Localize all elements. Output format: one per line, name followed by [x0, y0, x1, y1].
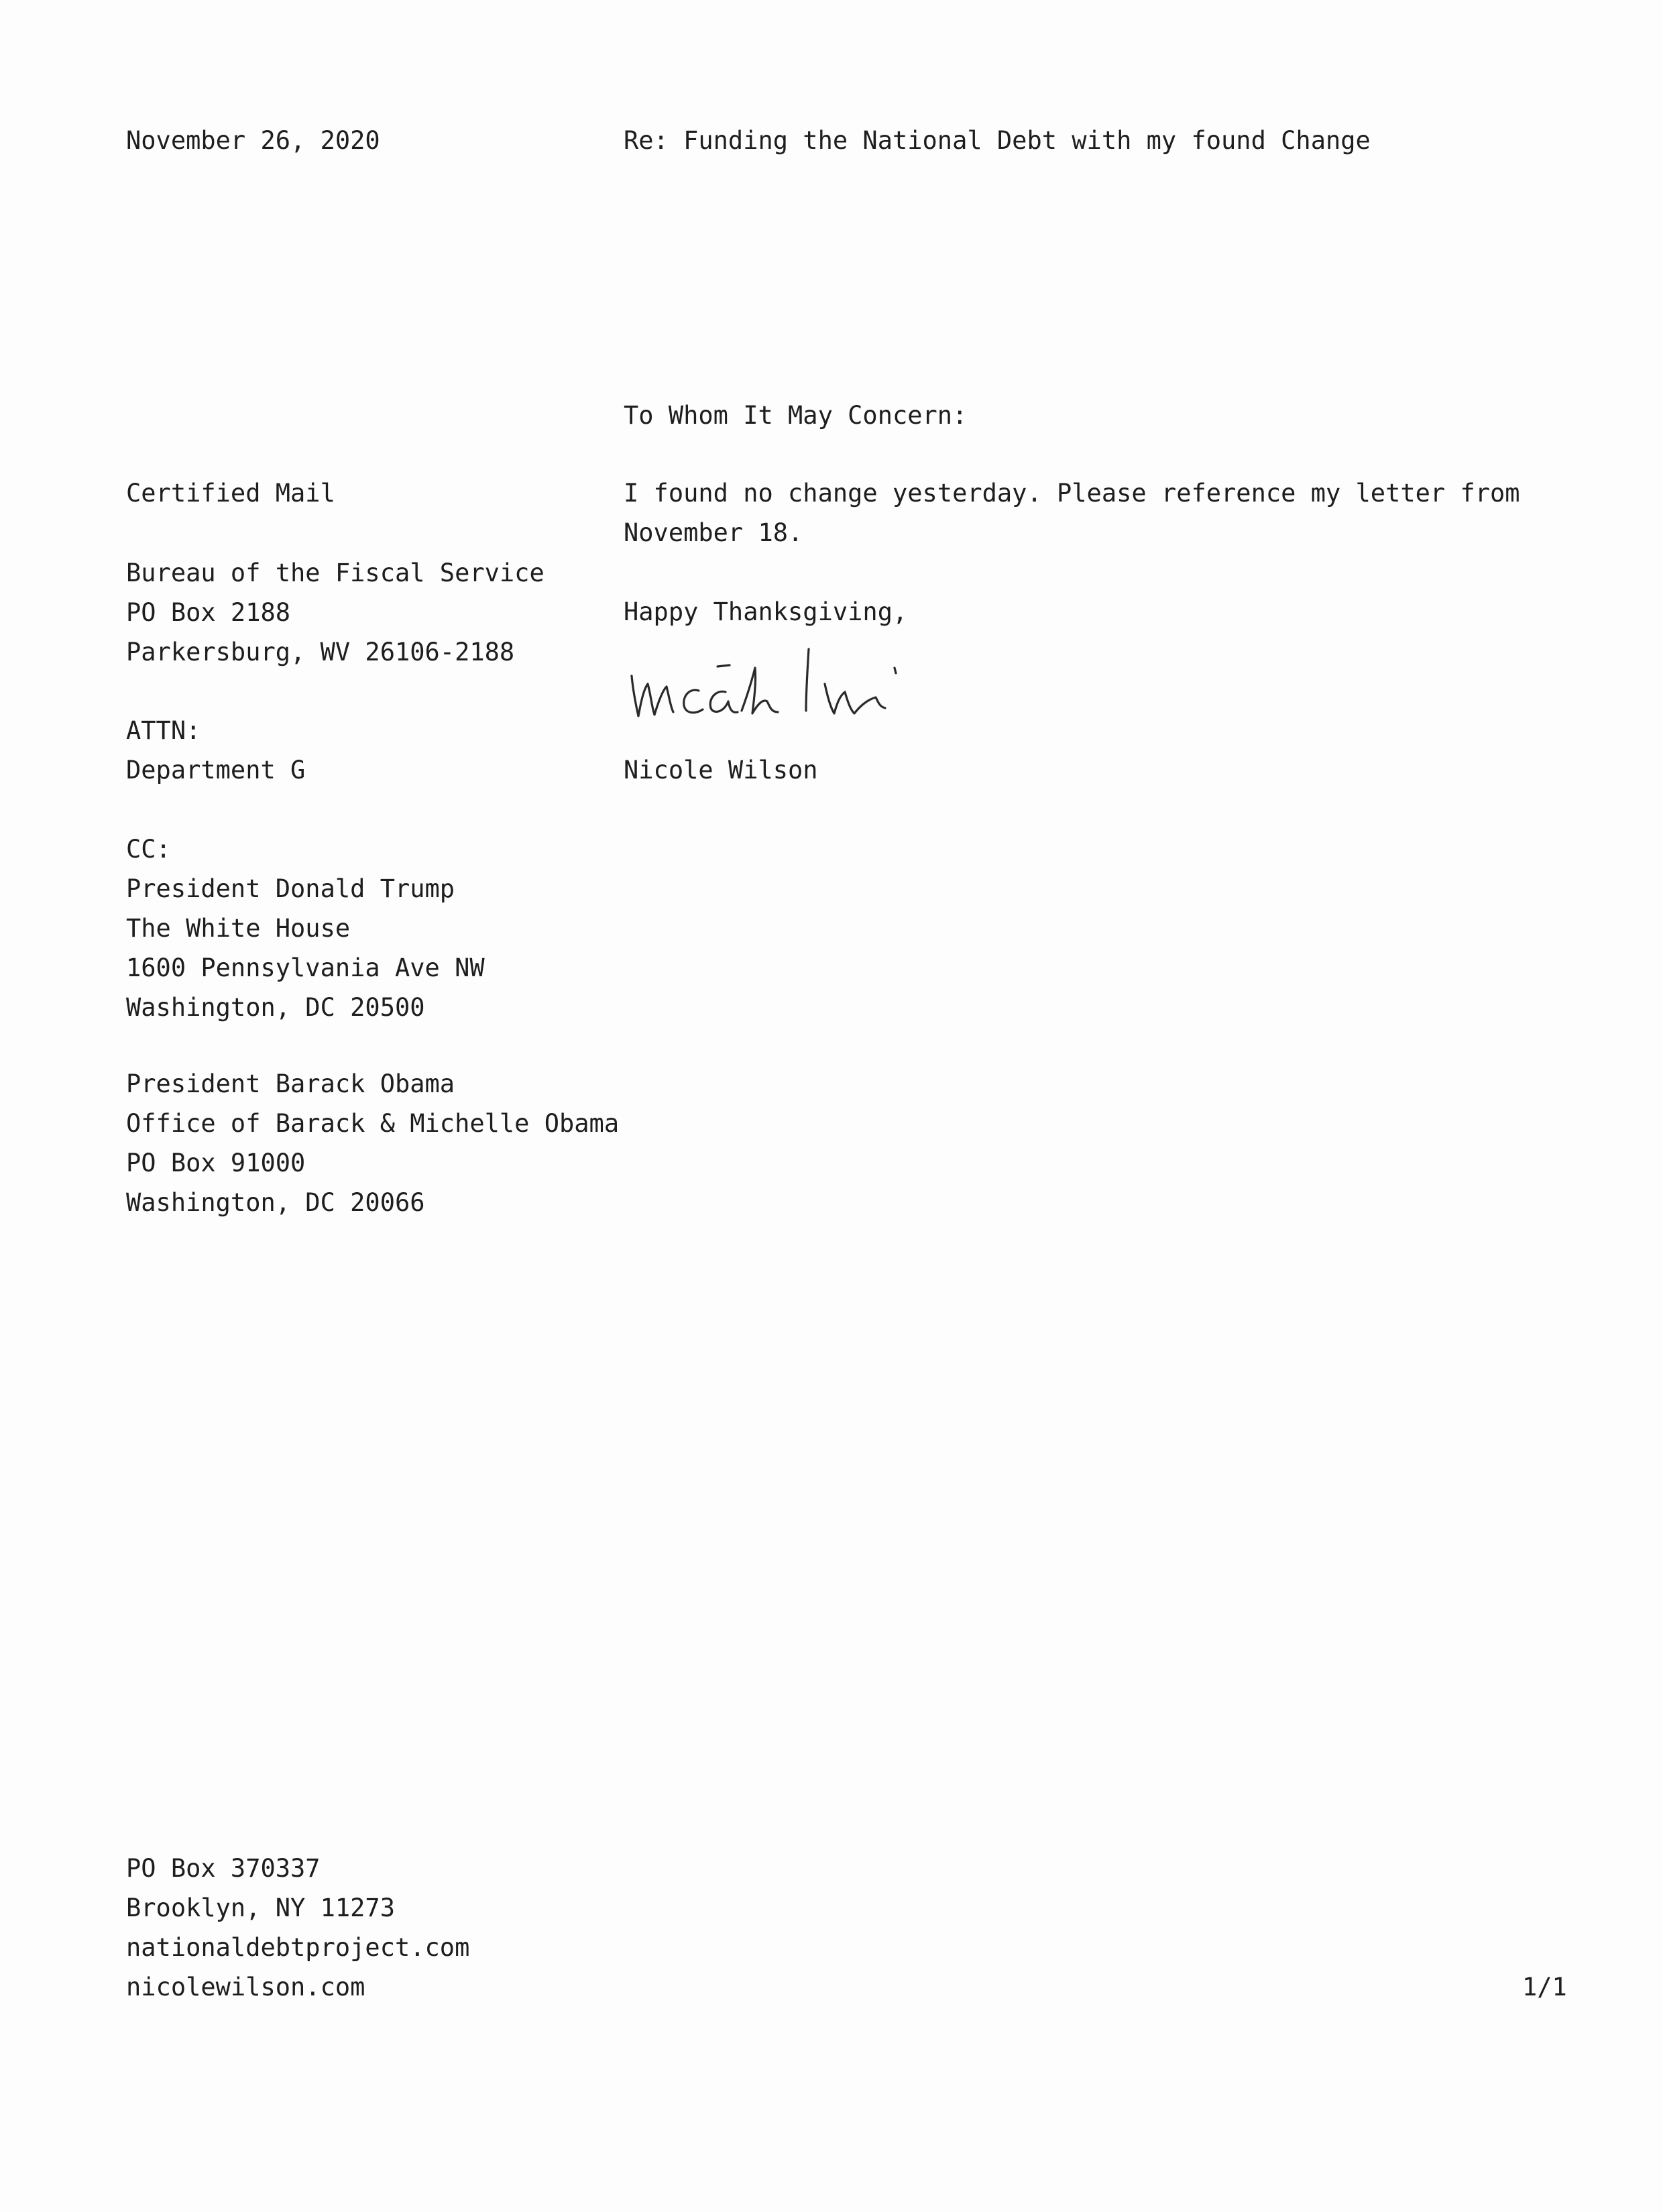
page-number: 1/1 [1522, 1973, 1567, 2001]
cc-recipient-line: Washington, DC 20500 [126, 993, 425, 1022]
mailing-method: Certified Mail [126, 479, 335, 508]
cc-recipient-line: Washington, DC 20066 [126, 1188, 425, 1217]
cc-recipient-line: PO Box 91000 [126, 1149, 306, 1177]
recipient-line: Parkersburg, WV 26106-2188 [126, 638, 515, 666]
cc-recipient-line: Office of Barack & Michelle Obama [126, 1109, 620, 1138]
body-line: I found no change yesterday. Please reference my letter from [624, 479, 1520, 508]
subject-line: Re: Funding the National Debt with my found Change [624, 126, 1371, 155]
letter-date: November 26, 2020 [126, 126, 380, 155]
cc-block [126, 829, 485, 1027]
body-line: November 18. [624, 518, 803, 547]
attn-department: Department G [126, 756, 306, 784]
letter-body [624, 473, 1520, 552]
cc-recipient-line: President Donald Trump [126, 874, 455, 903]
sender-line: PO Box 370337 [126, 1854, 321, 1883]
attention-block [126, 711, 305, 790]
cc-recipient-line: 1600 Pennsylvania Ave NW [126, 953, 485, 982]
cc-recipient-line: President Barack Obama [126, 1069, 455, 1098]
handwritten-signature [624, 637, 972, 738]
signature-name: Nicole Wilson [624, 756, 818, 784]
cc-label: CC: [126, 835, 171, 864]
closing: Happy Thanksgiving, [624, 597, 908, 626]
cc-recipient-line: The White House [126, 914, 351, 943]
recipient-line: Bureau of the Fiscal Service [126, 559, 544, 587]
sender-website-link[interactable]: nicolewilson.com [126, 1973, 365, 2001]
attn-label: ATTN: [126, 716, 201, 745]
recipient-line: PO Box 2188 [126, 598, 291, 627]
cc-second-recipient [126, 1064, 619, 1222]
sender-website-link[interactable]: nationaldebtproject.com [126, 1933, 470, 1962]
salutation: To Whom It May Concern: [624, 401, 968, 430]
sender-line: Brooklyn, NY 11273 [126, 1894, 395, 1922]
recipient-address [126, 553, 544, 672]
sender-address [126, 1849, 469, 2007]
